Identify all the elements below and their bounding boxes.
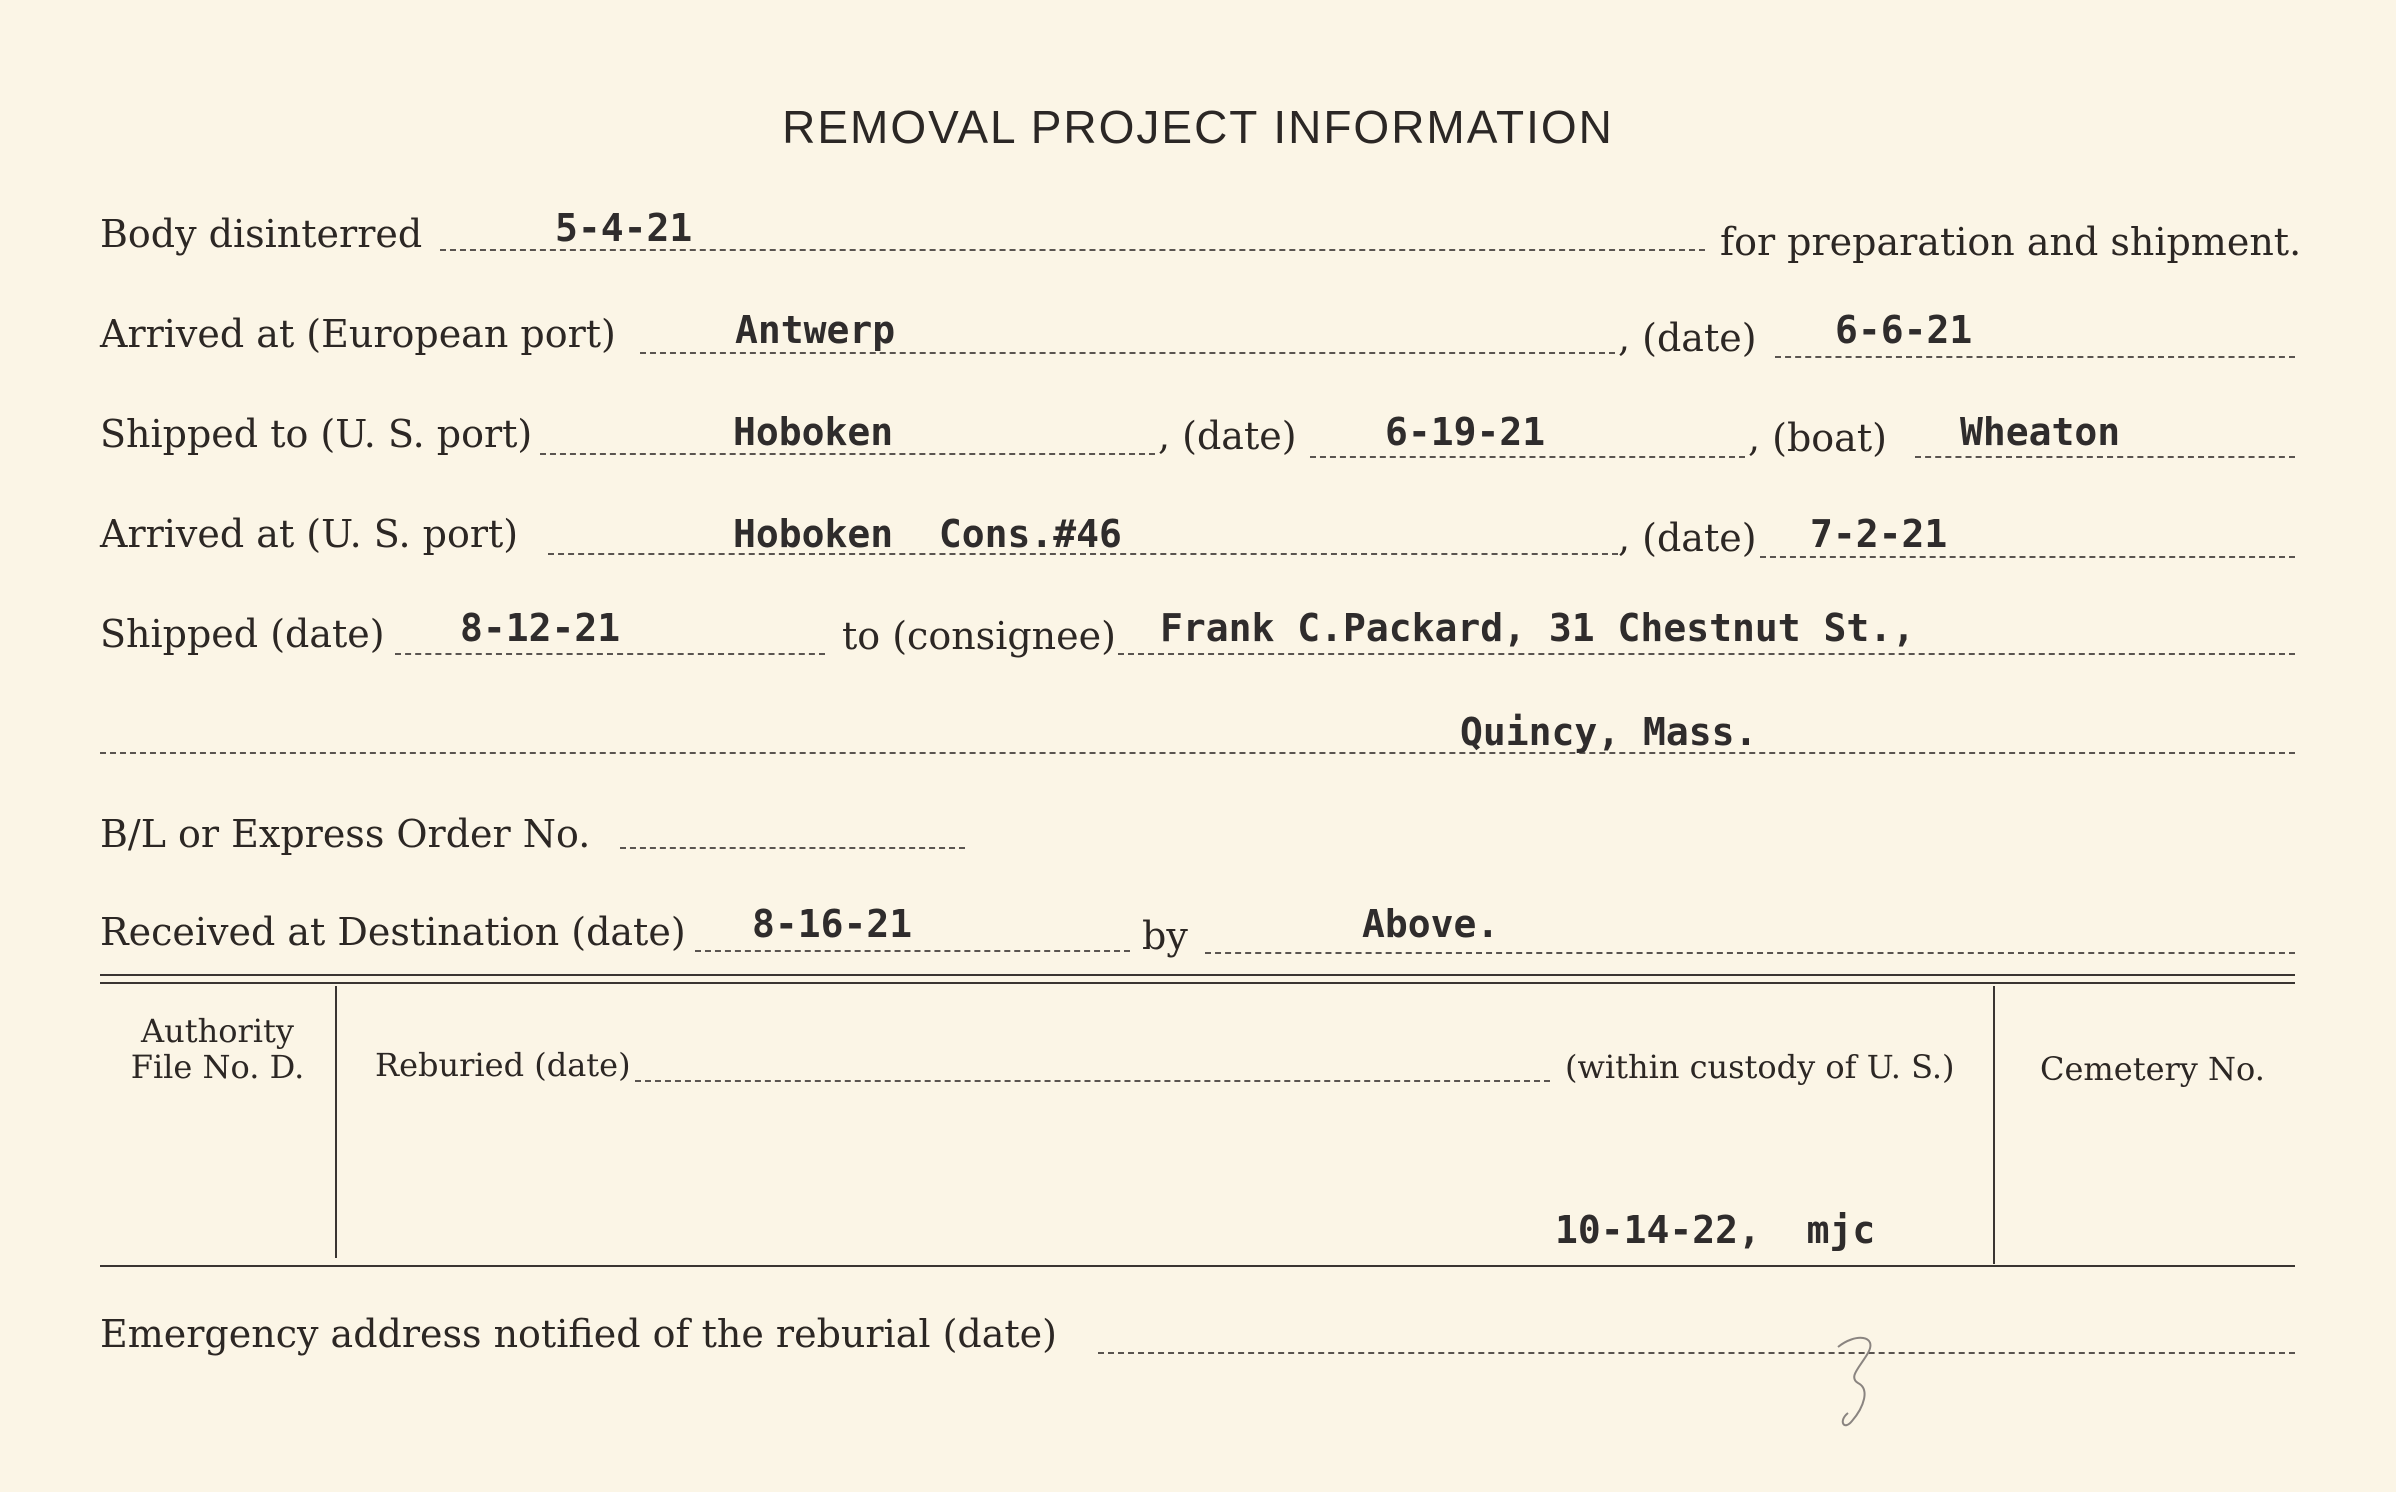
table-top-rule-2 (100, 982, 2295, 984)
bl-line (620, 847, 965, 849)
received-by-line (1205, 952, 2295, 954)
euro-port-date-line (1775, 356, 2295, 358)
euro-port-date-label: , (date) (1618, 316, 1757, 360)
reburied-line (635, 1080, 1550, 1082)
disinterred-suffix: for preparation and shipment. (1720, 220, 2302, 264)
us-arrive-port: Hoboken Cons.#46 (733, 512, 1122, 556)
consignee-line (1118, 653, 2295, 655)
emergency-line (1098, 1352, 2295, 1354)
shipped-label: Shipped (date) (100, 612, 385, 656)
bl-label: B/L or Express Order No. (100, 812, 591, 856)
received-date: 8-16-21 (752, 902, 913, 946)
consignee-city: Quincy, Mass. (1460, 710, 1758, 754)
authority-label-2: File No. D. (130, 1048, 305, 1086)
authority-label-1: Authority (141, 1012, 294, 1050)
consignee-label: to (consignee) (842, 614, 1116, 658)
card-title: REMOVAL PROJECT INFORMATION (782, 101, 1614, 153)
us-ship-date-label: , (date) (1158, 414, 1297, 458)
cemetery-label: Cemetery No. (2040, 1050, 2265, 1088)
us-arrive-date-line (1760, 556, 2295, 558)
consignee-value: Frank C.Packard, 31 Chestnut St., (1160, 606, 1915, 650)
euro-port-value: Antwerp (735, 308, 896, 352)
table-divider-right (1993, 986, 1995, 1264)
table-divider-left (335, 986, 337, 1258)
shipped-date-line (395, 653, 825, 655)
us-ship-date-line (1310, 456, 1745, 458)
shipped-date: 8-12-21 (460, 606, 621, 650)
table-top-rule (100, 974, 2295, 976)
us-ship-port: Hoboken (733, 410, 894, 454)
custody-label: (within custody of U. S.) (1565, 1048, 1955, 1086)
table-bottom-rule (100, 1265, 2295, 1267)
us-ship-label: Shipped to (U. S. port) (100, 412, 533, 456)
reburial-stamp: 10-14-22, mjc (1555, 1208, 1876, 1252)
consignee-line-2 (100, 752, 2295, 754)
us-ship-boat: Wheaton (1960, 410, 2121, 454)
euro-port-label: Arrived at (European port) (100, 312, 616, 356)
emergency-label: Emergency address notified of the reburial (date) (100, 1312, 1057, 1356)
euro-port-line (640, 352, 1615, 354)
disinterred-date: 5-4-21 (555, 206, 693, 250)
us-arrive-label: Arrived at (U. S. port) (100, 512, 519, 556)
us-ship-boat-label: , (boat) (1748, 416, 1887, 460)
handwritten-mark (1830, 1325, 1890, 1435)
us-arrive-date: 7-2-21 (1810, 512, 1948, 556)
received-by: Above. (1362, 902, 1500, 946)
disinterred-label: Body disinterred (100, 212, 423, 256)
us-ship-boat-line (1915, 456, 2295, 458)
received-date-line (695, 950, 1130, 952)
received-by-label: by (1142, 914, 1188, 958)
euro-port-date: 6-6-21 (1835, 308, 1973, 352)
reburied-label: Reburied (date) (375, 1046, 631, 1084)
us-arrive-date-label: , (date) (1618, 516, 1757, 560)
us-ship-date: 6-19-21 (1385, 410, 1546, 454)
received-label: Received at Destination (date) (100, 910, 686, 954)
